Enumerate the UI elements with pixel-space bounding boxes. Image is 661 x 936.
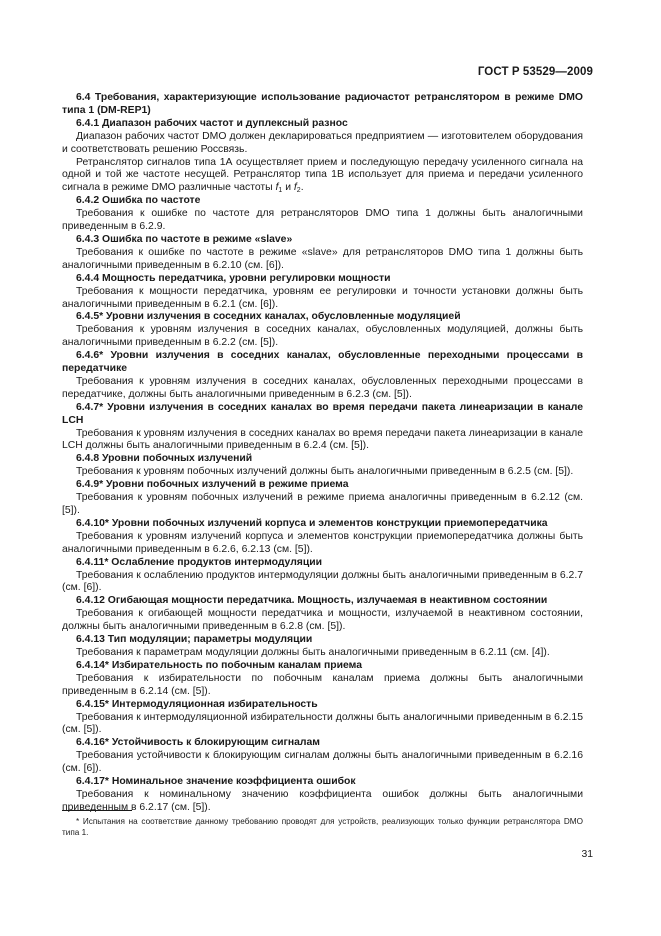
period: . — [300, 182, 304, 194]
subsection-heading: 6.4.7* Уровни излучения в соседних каналах во время передачи пакета линеаризации в канале LCH — [62, 401, 583, 426]
paragraph: Требования к избирательности по побочным каналам приема должны быть аналогичными приведенным в 6.2.14 (см. [5]). — [62, 672, 583, 697]
document-body — [62, 92, 583, 815]
paragraph: Требования к ослаблению продуктов интермодуляции должны быть аналогичными приведенным в 6.2.7 (см. [6]). — [62, 569, 583, 594]
paragraph: Требования к ошибке по частоте для ретрансляторов DMO типа 1 должны быть аналогичными приведенным в 6.2.9. — [62, 208, 583, 233]
paragraph: Требования к уровням побочных излучений в режиме приема аналогичны приведенным в 6.2.12 (см. [5]). — [62, 492, 583, 516]
subsection-heading: 6.4.13 Тип модуляции; параметры модуляции — [76, 634, 313, 646]
document-header: ГОСТ Р 53529—2009 — [477, 66, 593, 78]
paragraph: Требования к уровням излучений корпуса и элементов конструкции приемопередатчика должны быть аналогичными приведенным в 6.2.6, 6.2.13 (см. [5]). — [62, 530, 583, 555]
paragraph — [62, 157, 583, 196]
frequency-subscript: 1 — [278, 187, 283, 195]
paragraph: Требования к параметрам модуляции должны быть аналогичными приведенным в 6.2.11 (см. [4]). — [76, 646, 550, 658]
paragraph-text: Ретранслятор сигналов типа 1А осуществляет прием и последующую передачу усиленного сигнала на одной и той же частоте несущей. Ретранслятор типа 1В использует для приема и передачи усиленного сигнала в режиме DMO различные частоты — [62, 156, 583, 194]
subsection-heading: 6.4.11* Ослабление продуктов интермодуляции — [76, 556, 323, 568]
subsection-heading: 6.4.17* Номинальное значение коэффициента ошибок — [76, 776, 356, 788]
paragraph: Требования к номинальному значению коэффициента ошибок должны быть аналогичными приведенным в 6.2.17 (см. [5]). — [62, 788, 583, 813]
paragraph: Требования устойчивости к блокирующим сигналам должны быть аналогичными приведенным в 6.2.16 (см. [6]). — [62, 750, 583, 775]
paragraph: Требования к уровням излучения в соседних каналах, обусловленных модуляцией, должны быть аналогичными приведенным в 6.2.2 (см. [5]). — [62, 324, 583, 349]
paragraph: Требования к уровням излучения в соседних каналах во время передачи пакета линеаризации в канале LCH должны быть аналогичными приведенным в 6.2.4 (см. [5]). — [62, 427, 583, 452]
frequency-subscript: 2 — [296, 187, 301, 195]
paragraph: Требования к ошибке по частоте в режиме «slave» для ретрансляторов DMO типа 1 должны быть аналогичными приведенным в 6.2.10 (см. [6]). — [62, 246, 583, 271]
footnote: * Испытания на соответствие данному требованию проводят для устройств, реализующих только функции ретранслятора DMO типа 1. — [62, 817, 583, 838]
subsection-heading: 6.4.2 Ошибка по частоте — [76, 195, 201, 207]
paragraph: Требования к интермодуляционной избирательности должны быть аналогичными приведенным в 6.2.15 (см. [5]). — [62, 711, 583, 736]
paragraph: Диапазон рабочих частот DMO должен декларироваться предприятием — изготовителем оборудования и соответствовать решению Россвязь. — [62, 130, 583, 155]
subsection-heading: 6.4.5* Уровни излучения в соседних каналах, обусловленные модуляцией — [76, 311, 461, 323]
subsection-heading: 6.4.12 Огибающая мощности передатчика. Мощность, излучаемая в неактивном состоянии — [76, 595, 548, 607]
frequency-symbol: f — [275, 182, 279, 194]
subsection-heading: 6.4.3 Ошибка по частоте в режиме «slave» — [76, 233, 293, 245]
footnote-divider — [62, 810, 132, 811]
subsection-heading: 6.4.8 Уровни побочных излучений — [76, 453, 253, 465]
paragraph: Требования к мощности передатчика, уровням ее регулировки и точности установки должны быть аналогичными приведенным в 6.2.1 (см. [6]). — [62, 285, 583, 310]
subsection-heading: 6.4.10* Уровни побочных излучений корпуса и элементов конструкции приемопередатчика — [76, 517, 548, 529]
subsection-heading: 6.4.16* Устойчивость к блокирующим сигналам — [76, 737, 320, 749]
subsection-heading: 6.4.1 Диапазон рабочих частот и дуплексный разнос — [76, 117, 348, 129]
frequency-symbol: f — [293, 182, 297, 194]
paragraph: Требования к огибающей мощности передатчика и мощности, излучаемой в неактивном состоянии, должны быть аналогичными приведенным в 6.2.8 (см. [5]). — [62, 608, 583, 633]
section-heading: 6.4 Требования, характеризующие использование радиочастот ретранслятором в режиме DMO типа 1 (DM-REP1) — [62, 92, 583, 116]
conjunction: и — [282, 182, 294, 194]
subsection-heading: 6.4.14* Избирательность по побочным каналам приема — [76, 659, 362, 671]
subsection-heading: 6.4.4 Мощность передатчика, уровни регулировки мощности — [76, 272, 391, 284]
subsection-heading: 6.4.6* Уровни излучения в соседних каналах, обусловленные переходными процессами в передатчике — [62, 350, 583, 375]
paragraph: Требования к уровням излучения в соседних каналах, обусловленных переходными процессами в передатчике, должны быть аналогичными приведенным в 6.2.3 (см. [5]). — [62, 375, 583, 400]
subsection-heading: 6.4.9* Уровни побочных излучений в режиме приема — [76, 479, 349, 491]
paragraph: Требования к уровням побочных излучений должны быть аналогичными приведенным в 6.2.5 (см. [5]). — [76, 466, 574, 478]
page-number: 31 — [581, 849, 593, 860]
subsection-heading: 6.4.15* Интермодуляционная избирательность — [76, 698, 318, 710]
